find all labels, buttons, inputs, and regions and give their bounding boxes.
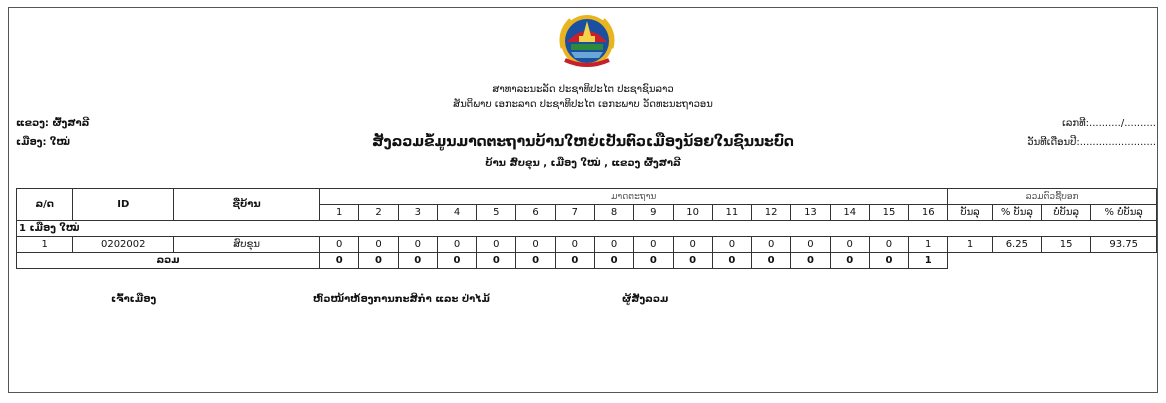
row-summary: 6.25 (992, 237, 1041, 253)
standard-number-header: 5 (477, 205, 516, 221)
total-value: 1 (909, 253, 948, 269)
row-id: 0202002 (73, 237, 174, 253)
total-value: 0 (477, 253, 516, 269)
signature-agri-head: ຫົວໜ້າຫ້ອງການກະສິກຳ ແລະ ປ່າໄມ້ (313, 294, 490, 305)
document-date: ວັນທີເດືອນປີ:........................ (1027, 137, 1156, 148)
total-value: 0 (359, 253, 398, 269)
standard-number-header: 6 (516, 205, 555, 221)
total-value: 0 (673, 253, 712, 269)
row-summary: 15 (1042, 237, 1091, 253)
total-value: 0 (516, 253, 555, 269)
total-value: 0 (398, 253, 437, 269)
col-id-header: ID (73, 189, 174, 221)
total-value: 0 (437, 253, 476, 269)
row-value: 0 (830, 237, 869, 253)
total-value: 0 (712, 253, 751, 269)
total-value: 0 (594, 253, 633, 269)
row-value: 0 (712, 237, 751, 253)
row-value: 0 (555, 237, 594, 253)
total-value: 0 (634, 253, 673, 269)
row-value: 0 (477, 237, 516, 253)
standard-number-header: 2 (359, 205, 398, 221)
standard-number-header: 16 (909, 205, 948, 221)
summary-col-header: ບໍ່ບັນລຸ (1042, 205, 1091, 221)
summary-col-header: % ບໍ່ບັນລຸ (1091, 205, 1157, 221)
summary-col-header: ບັນລຸ (948, 205, 992, 221)
district-group-row (17, 221, 1157, 237)
table-row (17, 237, 1157, 253)
row-value: 0 (320, 237, 359, 253)
row-value: 0 (437, 237, 476, 253)
col-village-header: ຊື່ບ້ານ (174, 189, 320, 221)
row-value: 0 (752, 237, 791, 253)
standard-number-header: 12 (752, 205, 791, 221)
row-value: 0 (516, 237, 555, 253)
row-village: ສົບຂຸນ (174, 237, 320, 253)
col-no-header: ລ/ດ (17, 189, 73, 221)
standard-number-header: 15 (869, 205, 908, 221)
signature-compiler: ຜູ້ສັງລວມ (622, 294, 669, 305)
row-value: 0 (359, 237, 398, 253)
row-summary: 1 (948, 237, 992, 253)
table-header-row (17, 189, 1157, 205)
total-label: ລວມ (17, 253, 320, 269)
total-value: 0 (869, 253, 908, 269)
standard-number-header: 9 (634, 205, 673, 221)
page-title: ສັງລວມຂໍ້ມູນມາດຕະຖານບ້ານໃຫຍ່ເປັນຕົວເມືອງນ້ອຍໃນຊົນນະບົດ (372, 134, 794, 150)
country-name: ສາທາລະນະລັດ ປະຊາທິປະໄຕ ປະຊາຊົນລາວ (492, 84, 674, 95)
row-no: 1 (17, 237, 73, 253)
standard-number-header: 1 (320, 205, 359, 221)
lao-national-emblem-icon (557, 12, 617, 70)
total-summary-blank (948, 253, 1157, 269)
row-value: 1 (909, 237, 948, 253)
row-value: 0 (594, 237, 633, 253)
standards-table (16, 188, 1157, 269)
document-number: ເລກທີ:........../.......... (1062, 118, 1156, 129)
standard-number-header: 13 (791, 205, 830, 221)
signature-governor: ເຈົ້າເມືອງ (111, 294, 157, 305)
total-value: 0 (555, 253, 594, 269)
page-subtitle: ບ້ານ ສົບຂຸນ , ເມືອງ ໃໝ່ , ແຂວງ ຜົ້ງສາລີ (485, 158, 681, 169)
standard-number-header: 14 (830, 205, 869, 221)
district-group-label: 1 ເມືອງ ໃໝ່ (17, 221, 1157, 237)
standard-number-header: 3 (398, 205, 437, 221)
standard-number-header: 8 (594, 205, 633, 221)
summary-group-header: ລວມຕົວຊີ້ບອກ (948, 189, 1157, 205)
total-value: 0 (830, 253, 869, 269)
summary-col-header: % ບັນລຸ (992, 205, 1041, 221)
standard-number-header: 7 (555, 205, 594, 221)
total-value: 0 (320, 253, 359, 269)
standard-number-header: 10 (673, 205, 712, 221)
total-row (17, 253, 1157, 269)
row-value: 0 (791, 237, 830, 253)
national-motto: ສັນຕິພາບ ເອກະລາດ ປະຊາທິປະໄຕ ເອກະພາບ ວັດທະນະຖາວອນ (453, 99, 713, 110)
standard-number-header: 4 (437, 205, 476, 221)
row-summary: 93.75 (1091, 237, 1157, 253)
row-value: 0 (634, 237, 673, 253)
total-value: 0 (752, 253, 791, 269)
row-value: 0 (673, 237, 712, 253)
row-value: 0 (398, 237, 437, 253)
province-label: ແຂວງ: ຜົ້ງສາລີ (16, 118, 90, 129)
standard-number-header: 11 (712, 205, 751, 221)
standards-group-header: ມາດຕະຖານ (320, 189, 948, 205)
row-value: 0 (869, 237, 908, 253)
total-value: 0 (791, 253, 830, 269)
district-label: ເມືອງ: ໃໝ່ (16, 137, 71, 148)
